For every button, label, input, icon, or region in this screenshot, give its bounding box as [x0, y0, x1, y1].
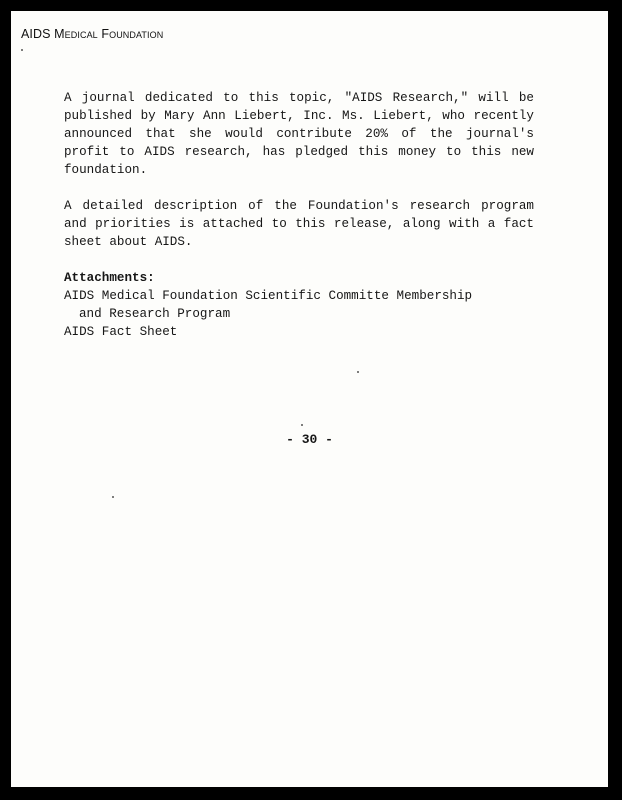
- paragraph-description: A detailed description of the Foundation's research program and priorities is attached to this release, along with a fact sheet about AIDS.: [64, 199, 534, 249]
- scan-speck: [112, 496, 114, 498]
- paragraph-journal: A journal dedicated to this topic, "AIDS Research," will be published by Mary Ann Liebert, Inc. Ms. Liebert, who recently announced that she would contribute 20% of the journal's profit to AIDS research, has pledged this money to this new foundation.: [64, 91, 534, 177]
- letterhead: [21, 27, 163, 41]
- scan-speck: [301, 424, 303, 426]
- letterhead-prefix: AIDS: [21, 27, 51, 41]
- page-end-marker: - 30 -: [286, 432, 333, 447]
- scan-speck: [357, 371, 359, 373]
- attachment-item: AIDS Fact Sheet: [64, 325, 178, 339]
- attachments-section: [64, 269, 534, 341]
- attachments-heading: Attachments:: [64, 271, 155, 285]
- document-page: [11, 11, 608, 787]
- document-body: [64, 89, 534, 341]
- letterhead-name: Medical Foundation: [54, 27, 164, 41]
- attachment-item-continuation: and Research Program: [79, 307, 231, 321]
- attachment-item: AIDS Medical Foundation Scientific Committe Membership: [64, 289, 473, 303]
- scan-speck: [21, 49, 23, 51]
